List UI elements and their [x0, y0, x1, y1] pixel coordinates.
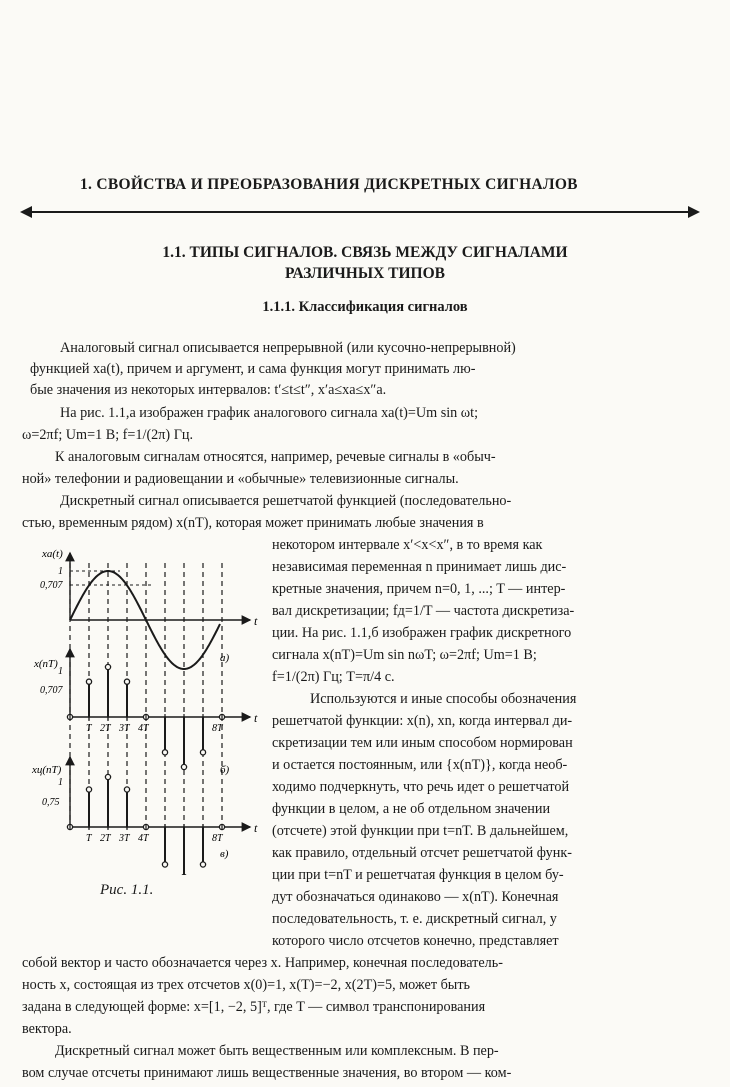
text-line: некотором интервале x′<x<x″, в то время как — [272, 537, 543, 553]
panel-b-tick-T: T — [86, 723, 92, 734]
text-line: Аналоговый сигнал описывается непрерывной (или кусочно-непрерывной) — [60, 340, 516, 356]
panel-a-ylabel: xa(t) — [42, 548, 63, 560]
panel-a — [40, 548, 258, 830]
panel-c-tick-1: 1 — [58, 777, 63, 788]
text-line: На рис. 1.1,а изображен график аналогового сигнала xa(t)=Um sin ωt; — [60, 405, 479, 421]
text-line: задана в следующей форме: x=[1, −2, 5]ᵀ, где T — символ транспонирования — [22, 999, 486, 1015]
text-line: ω=2πf; Um=1 B; f=1/(2π) Гц. — [22, 427, 194, 443]
sample-point — [124, 787, 129, 792]
text-line: дут обозначаться одинаково — x(nT). Конечная — [272, 889, 559, 905]
panel-c-tick-4T: 4T — [138, 833, 149, 844]
panel-b-xlabel: t — [254, 711, 258, 725]
sample-point — [181, 874, 186, 875]
text-line: бые значения из некоторых интервалов: t′≤t≤t″, x′a≤xa≤x″a. — [30, 382, 387, 398]
panel-b-tick-8T: 8T — [212, 723, 223, 734]
panel-c-tick-T: T — [86, 833, 92, 844]
text-line: Дискретный сигнал может быть вещественным или комплексным. В пер- — [55, 1043, 499, 1059]
chapter-rule — [28, 211, 688, 213]
text-line: К аналоговым сигналам относятся, например, речевые сигналы в «обыч- — [55, 449, 496, 465]
sample-point — [181, 764, 186, 769]
text-line: собой вектор и часто обозначается через x. Например, конечная последователь- — [22, 955, 503, 971]
sample-point — [86, 787, 91, 792]
text-line: стью, временным рядом) x(nT), которая может принимать любые значения в — [22, 515, 484, 531]
sample-point — [200, 862, 205, 867]
text-line: независимая переменная n принимает лишь дис- — [272, 559, 567, 575]
panel-a-label: а) — [220, 652, 230, 664]
text-line: которого число отсчетов конечно, представляет — [272, 933, 559, 949]
text-line: Дискретный сигнал описывается решетчатой функцией (последовательно- — [60, 493, 512, 509]
text-line: ции при t=nT и решетчатая функция в целом бу- — [272, 867, 564, 883]
text-line: f=1/(2π) Гц; T=π/4 c. — [272, 669, 395, 685]
sample-point — [105, 774, 110, 779]
sample-point — [105, 664, 110, 669]
panel-c-tick-075: 0,75 — [42, 797, 60, 808]
text-line: вал дискретизации; fд=1/T — частота дискретиза- — [272, 603, 575, 619]
sample-point — [162, 862, 167, 867]
panel-b-tick-1: 1 — [58, 666, 63, 677]
text-line: сигнала x(nT)=Um sin nωT; ω=2πf; Um=1 B; — [272, 647, 537, 663]
panel-b-tick-4T: 4T — [138, 723, 149, 734]
text-line: кретные значения, причем n=0, 1, ...; T — интер- — [272, 581, 566, 597]
panel-c-tick-2T: 2T — [100, 833, 111, 844]
sample-point — [162, 750, 167, 755]
chapter-title: 1. СВОЙСТВА И ПРЕОБРАЗОВАНИЯ ДИСКРЕТНЫХ СИГНАЛОВ — [80, 176, 578, 193]
subsection-title: 1.1.1. Классификация сигналов — [262, 299, 468, 315]
figure-caption: Рис. 1.1. — [100, 882, 154, 898]
panel-c-tick-3T: 3T — [119, 833, 130, 844]
panel-c-ylabel: xц(nT) — [32, 764, 62, 776]
text-line: функцией xa(t), причем и аргумент, и сама функция могут принимать лю- — [30, 361, 476, 377]
sample-point — [200, 750, 205, 755]
panel-c-xlabel: t — [254, 821, 258, 835]
text-line: функции в целом, а не об отдельном значении — [272, 801, 551, 817]
text-line: вектора. — [22, 1021, 72, 1037]
panel-b-ylabel: x(nT) — [34, 658, 58, 670]
panel-b-tick-0707: 0,707 — [40, 685, 63, 696]
text-line: как правило, отдельный отсчет решетчатой функ- — [272, 845, 572, 861]
panel-c-tick-8T: 8T — [212, 833, 223, 844]
text-line: ность x, состоящая из трех отсчетов x(0)=1, x(T)=−2, x(2T)=5, может быть — [22, 977, 470, 993]
panel-a-tick-0707: 0,707 — [40, 580, 63, 591]
text-line: скретизации тем или иным способом нормирован — [272, 735, 573, 751]
section-title-line2: РАЗЛИЧНЫХ ТИПОВ — [285, 265, 445, 282]
rule-arrow-right — [688, 206, 700, 218]
panel-a-sample-grid — [70, 563, 222, 830]
text-line: и остается постоянным, или {x(nT)}, когда необ- — [272, 757, 568, 773]
panel-c-label: в) — [220, 848, 229, 860]
panel-b-label: б) — [220, 764, 230, 776]
panel-b-tick-3T: 3T — [119, 723, 130, 734]
text-line: ходимо подчеркнуть, что речь идет о решетчатой — [272, 779, 570, 795]
text-line: ной» телефонии и радиовещании и «обычные» телевизионные сигналы. — [22, 471, 459, 487]
sample-point — [86, 679, 91, 684]
text-line: Используются и иные способы обозначения — [310, 691, 577, 707]
text-line: (отсчете) этой функции при t=nT. В дальнейшем, — [272, 823, 569, 839]
figure-1-1 — [28, 545, 268, 875]
text-line: вом случае отсчеты принимают лишь вещественные значения, во втором — ком- — [22, 1065, 512, 1081]
text-line: ции. На рис. 1.1,б изображен график дискретного — [272, 625, 572, 641]
section-title-line1: 1.1. ТИПЫ СИГНАЛОВ. СВЯЗЬ МЕЖДУ СИГНАЛАМИ — [162, 244, 568, 261]
panel-a-xlabel: t — [254, 614, 258, 628]
panel-a-tick-1: 1 — [58, 566, 63, 577]
panel-b-tick-2T: 2T — [100, 723, 111, 734]
text-line: решетчатой функции: x(n), xn, когда интервал ди- — [272, 713, 573, 729]
text-line: последовательность, т. е. дискретный сигнал, у — [272, 911, 557, 927]
sample-point — [124, 679, 129, 684]
